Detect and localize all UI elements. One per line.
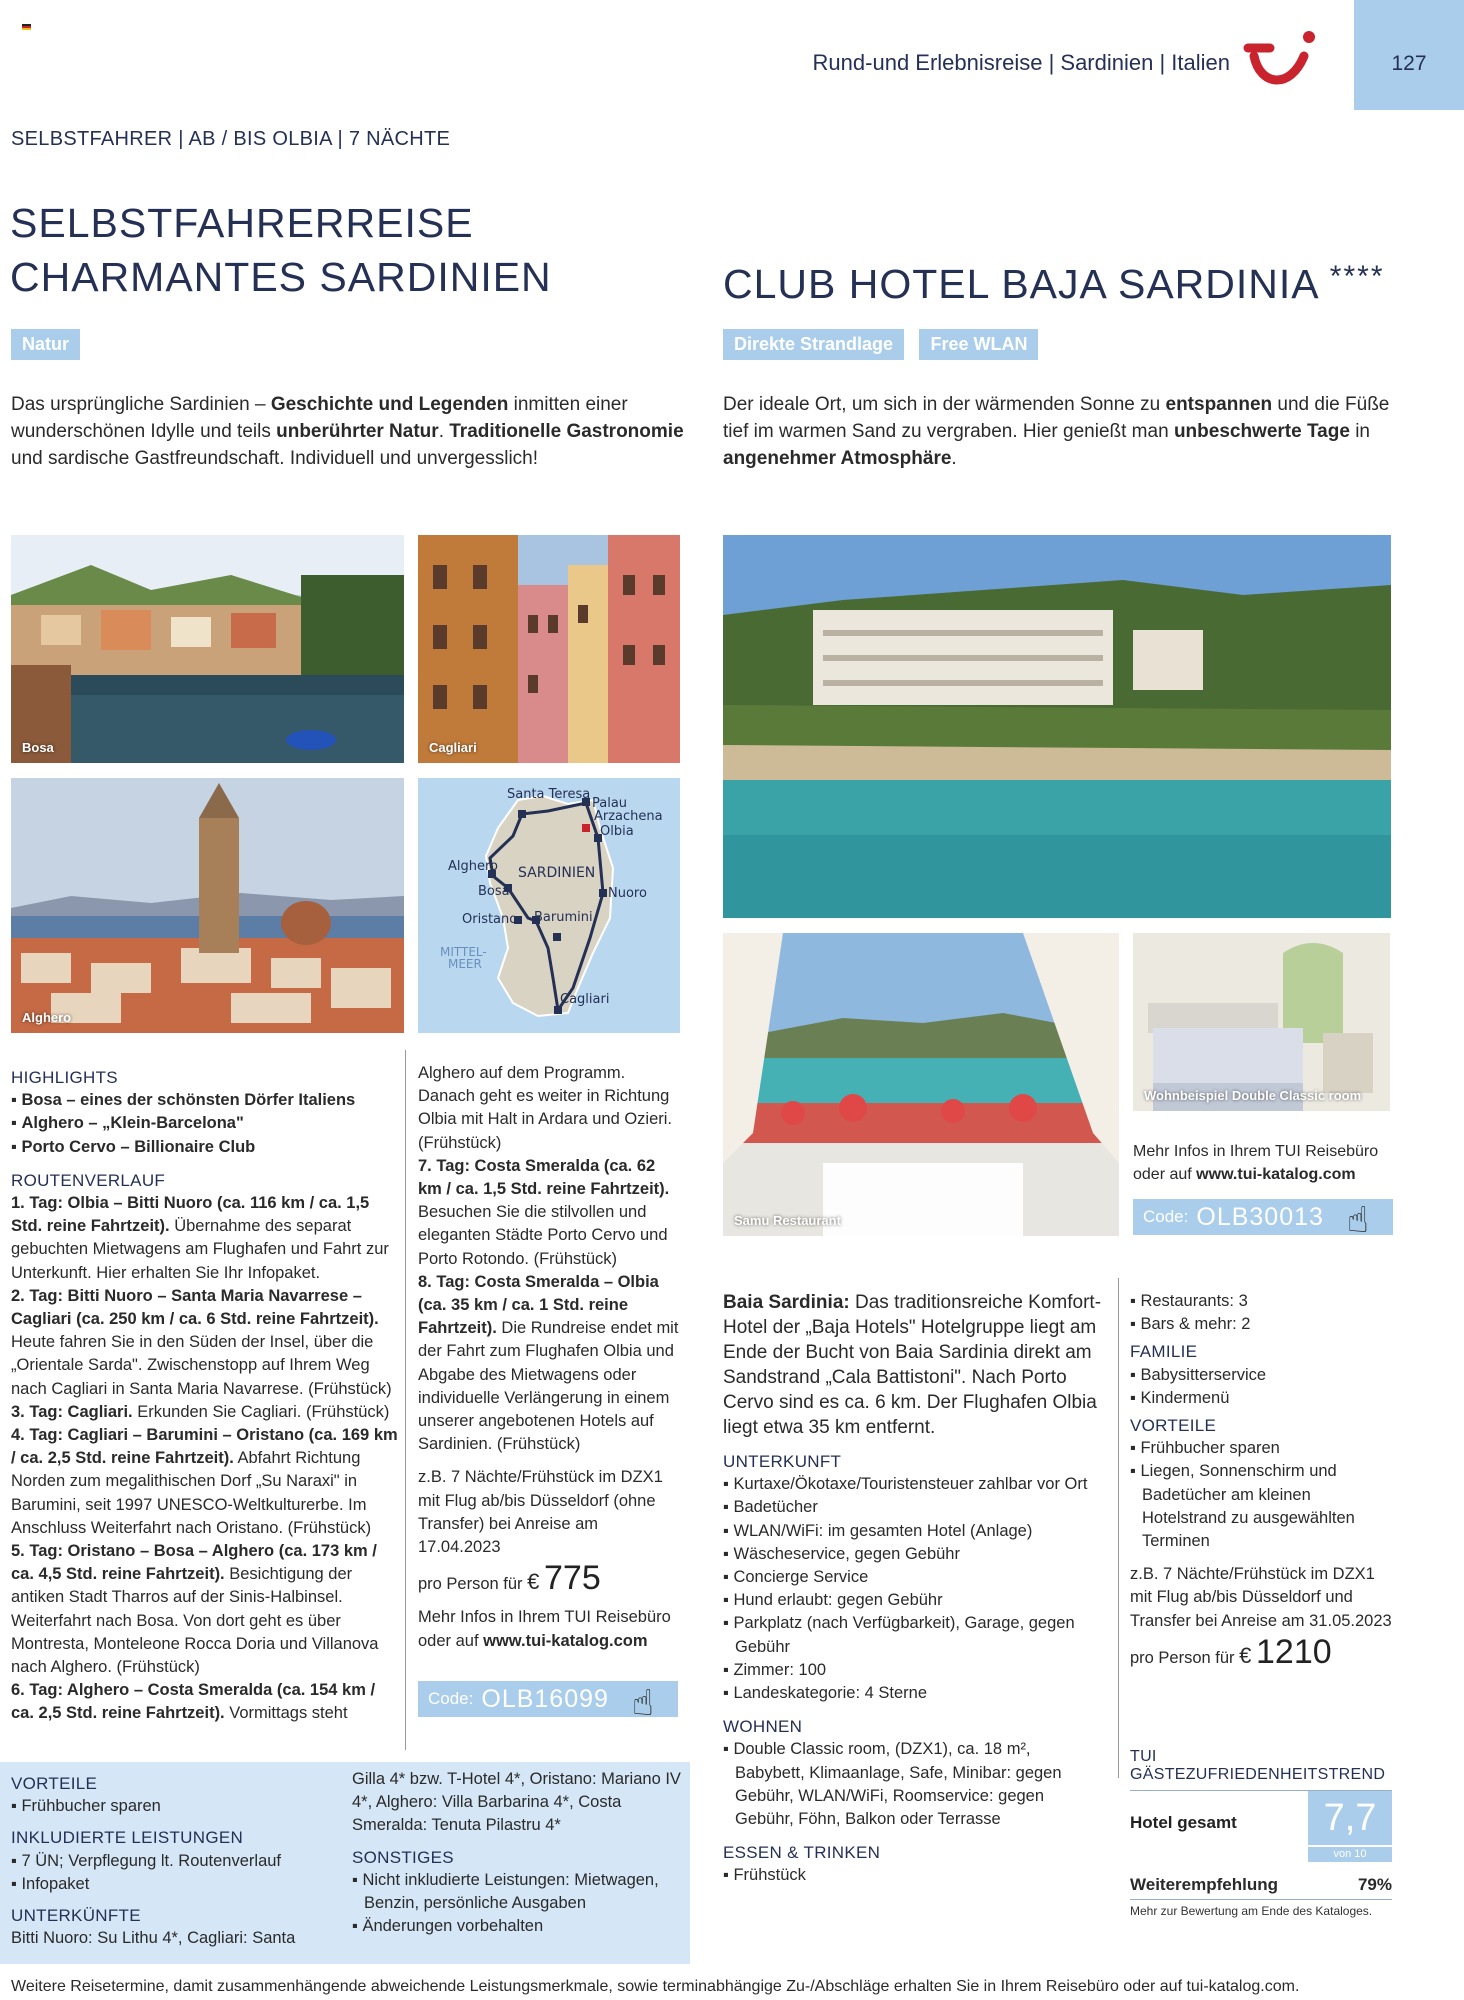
unterkunft-item: ▪ Concierge Service [723,1568,869,1587]
hotel-title [723,250,1385,311]
hotel-column-1 [723,1290,1103,1888]
gastro-item: ▪ Bars & mehr: 2 [1130,1315,1251,1334]
satisfaction-trend [1130,1748,1392,1918]
familie-title: FAMILIE [1130,1342,1198,1362]
photo-label-restaurant: Samu Restaurant [734,1213,841,1228]
trip-code-button[interactable]: Code: OLB16099 [418,1681,678,1717]
hotel-intro: Der ideale Ort, um sich in der wärmenden Sonne zu entspannen und die Füße tief im warmen Sand zu vergraben. Hier genießt man unbeschwerte Tage in angenehmer Atmosphäre. [723,394,1390,469]
trip-sonstiges-item: ▪ Nicht inkludierte Leistungen: Mietwagen, Benzin, persönliche Ausgaben [352,1870,659,1913]
hotel-more-info-link[interactable]: www.tui-katalog.com [1196,1166,1356,1184]
map-label-nuoro: Nuoro [608,886,647,901]
map-label-cagliari: Cagliari [560,992,610,1007]
trip-unterkuenfte-title: UNTERKÜNFTE [11,1906,141,1926]
unterkunft-item: ▪ Hund erlaubt: gegen Gebühr [723,1591,943,1610]
page-footer: Weitere Reisetermine, damit zusammenhängende abweichende Leistungsmerkmale, sowie terminabhängige Zu-/Abschläge erhalten Sie in Ihrem Reisebüro oder auf tui-katalog.com. [11,1978,1300,1995]
map-label-santa-teresa: Santa Teresa [507,787,591,802]
essen-item: ▪ Frühstück [723,1866,806,1885]
essen-title: ESSEN & TRINKEN [723,1843,881,1863]
route-day: 6. Tag: Alghero – Costa Smeralda (ca. 154 km / ca. 2,5 Std. reine Fahrtzeit). Vormittags steht [11,1681,376,1723]
trend-score-row [1130,1791,1392,1863]
photo-room [1133,933,1390,1111]
sardinia-map [418,778,680,1033]
unterkunft-item: ▪ Wäscheservice, gegen Gebühr [723,1544,960,1563]
familie-item: ▪ Babysitterservice [1130,1365,1267,1384]
photo-label-cagliari: Cagliari [429,740,477,755]
wohnen-item: ▪ Double Classic room, (DZX1), ca. 18 m², Babybett, Klimaanlage, Safe, Minibar: gegen Gebühr, WLAN/WiFi, Roomservice: gegen Gebühr, Föhn, Balkon oder Terrasse [723,1740,1062,1829]
trip-sonstiges-item: ▪ Änderungen vorbehalten [352,1917,544,1936]
trip-info-box-col1 [11,1768,341,1950]
hand-pointer-icon: ☝ [1347,1200,1369,1241]
hotel-price-value: 1210 [1256,1632,1332,1671]
trend-note: Mehr zur Bewertung am Ende des Kataloges. [1130,1904,1373,1918]
trip-intro: Das ursprüngliche Sardinien – Geschichte und Legenden inmitten einer wunderschönen Idylle und teils unberührter Natur. Traditionelle Gastronomie und sardische Gastfreundschaft. Individuell und unvergesslich! [11,394,684,469]
hotel-code-button[interactable]: Code: OLB30013 [1133,1199,1393,1235]
unterkunft-item: ▪ Parkplatz (nach Verfügbarkeit), Garage, gegen Gebühr [723,1614,1075,1656]
hotel-vorteile-title: VORTEILE [1130,1416,1217,1436]
unterkunft-item: ▪ Landeskategorie: 4 Sterne [723,1684,927,1703]
hotel-vorteil-item: ▪ Liegen, Sonnenschirm und Badetücher am kleinen Hotelstrand zu ausgewählten Terminen [1130,1462,1355,1551]
trip-price: pro Person für € 775 [418,1559,601,1598]
hotel-name: CLUB HOTEL BAJA SARDINIA [723,261,1318,307]
tag-natur: Natur [11,329,80,360]
trip-title [10,196,552,304]
trip-info-box [0,1762,690,1964]
header-title: Rund-und Erlebnisreise | Sardinien | Italien [812,50,1230,75]
route-day: 4. Tag: Cagliari – Barumini – Oristano (ca. 169 km / ca. 2,5 Std. reine Fahrtzeit). Abfahrt Richtung Norden zum megalithischen Dorf „Su Naraxi" in Barumini, seit 1997 UNESCO-Weltkulturerbe. Im Anschluss Weiterfahrt nach Oristano. (Frühstück) [11,1426,398,1537]
trip-title-line1: SELBSTFAHRERREISE [10,200,474,246]
trip-vorteil-item: ▪ Frühbucher sparen [11,1797,161,1816]
photo-hotel-main [723,535,1391,918]
trip-leistung-item: ▪ Infopaket [11,1874,90,1893]
trip-column-2 [418,1062,683,1653]
trend-title: TUI GÄSTEZUFRIEDENHEITSTREND [1130,1748,1392,1791]
language-flag-icon [22,24,31,30]
hotel-vorteil-item: ▪ Frühbucher sparen [1130,1439,1280,1458]
trend-hotel-gesamt: Hotel gesamt [1130,1813,1237,1832]
photo-cagliari [418,535,680,763]
hotel-column-2 [1130,1290,1392,1670]
hotel-more-info: Mehr Infos in Ihrem TUI Reisebüro oder auf www.tui-katalog.com [1133,1143,1379,1184]
trend-empfehlung: Weiterempfehlung 79% [1130,1875,1392,1900]
map-label-palau: Palau [592,796,628,811]
trip-title-line2: CHARMANTES SARDINIEN [10,254,552,300]
map-label-alghero: Alghero [448,859,499,874]
photo-label-room: Wohnbeispiel Double Classic room [1144,1088,1362,1103]
hotel-example: z.B. 7 Nächte/Frühstück im DZX1 mit Flug ab/bis Düsseldorf und Transfer bei Anreise am 31.05.2023 [1130,1565,1392,1630]
column-divider [405,1050,406,1750]
route-day: 7. Tag: Costa Smeralda (ca. 62 km / ca. 1,5 Std. reine Fahrtzeit). Besuchen Sie die stilvollen und eleganten Städte Porto Cervo und Porto Rotondo. (Frühstück) [418,1156,670,1268]
trip-unterkuenfte-cont: Gilla 4* bzw. T-Hotel 4*, Oristano: Mariano IV 4*, Alghero: Villa Barbarina 4*, Costa Smeralda: Tenuta Pilastru 4* [352,1770,681,1835]
unterkunft-item: ▪ Kurtaxe/Ökotaxe/Touristensteuer zahlbar vor Ort [723,1475,1088,1494]
photo-alghero [11,778,404,1033]
tag-strandlage: Direkte Strandlage [723,329,904,360]
map-label-oristano: Oristano [462,912,518,927]
gastro-item: ▪ Restaurants: 3 [1130,1292,1248,1310]
photo-restaurant [723,933,1119,1236]
trend-empfehlung-value: 79% [1357,1875,1392,1894]
hotel-tags [723,329,1038,360]
page-number: 127 [1354,0,1464,110]
route-day: Alghero auf dem Programm. Danach geht es weiter in Richtung Olbia mit Halt in Ardara und Ozieri. (Frühstück) [418,1064,673,1152]
route-day: 8. Tag: Costa Smeralda – Olbia (ca. 35 km / ca. 1 Std. reine Fahrtzeit). Die Rundreise endet mit der Fahrt zum Flughafen Olbia und Abgabe des Mietwagens oder individuelle Verlängerung in einem unserer angebotenen Hotels auf Sardinien. (Frühstück) [418,1272,679,1454]
highlight-item: ▪ Alghero – „Klein-Barcelona" [11,1114,244,1133]
hotel-code-value: OLB30013 [1196,1202,1324,1231]
route-day: 5. Tag: Oristano – Bosa – Alghero (ca. 173 km / ca. 4,5 Std. reine Fahrtzeit). Besichtigung der antiken Stadt Tharros auf der Sinis-Halbinsel. Weiterfahrt nach Bosa. Von dort geht es über Montresta, Monteleone Rocca Doria und Villanova nach Alghero. (Frühstück) [11,1542,379,1677]
route-day: 3. Tag: Cagliari. Erkunden Sie Cagliari. (Frühstück) [11,1402,390,1421]
trip-leistung-item: ▪ 7 ÜN; Verpflegung lt. Routenverlauf [11,1851,282,1870]
trip-example: z.B. 7 Nächte/Frühstück im DZX1 mit Flug ab/bis Düsseldorf (ohne Transfer) bei Anreise am 17.04.2023 [418,1468,663,1557]
trip-sonstiges-title: SONSTIGES [352,1847,454,1867]
trip-more-info-link[interactable]: www.tui-katalog.com [483,1631,648,1650]
map-label-bosa: Bosa [478,884,510,899]
trip-code-value: OLB16099 [481,1684,609,1713]
map-label-sardinien: SARDINIEN [518,865,596,881]
tui-smile-logo [1240,28,1320,92]
column-divider [1118,1278,1119,1778]
hotel-price: pro Person für € 1210 [1130,1632,1332,1671]
highlight-item: ▪ Porto Cervo – Billionaire Club [11,1137,256,1156]
trip-column-1 [11,1062,401,1726]
route-title: ROUTENVERLAUF [11,1170,166,1190]
trip-more-info: Mehr Infos in Ihrem TUI Reisebüro oder auf www.tui-katalog.com [418,1608,671,1650]
trip-leistungen-title: INKLUDIERTE LEISTUNGEN [11,1828,244,1848]
trip-info-box-col2 [352,1768,682,1938]
trend-score-of: von 10 [1308,1847,1392,1862]
unterkunft-title: UNTERKUNFT [723,1452,842,1471]
trip-vorteile-title: VORTEILE [11,1774,98,1793]
familie-item: ▪ Kindermenü [1130,1388,1230,1407]
unterkunft-item: ▪ WLAN/WiFi: im gesamten Hotel (Anlage) [723,1521,1033,1540]
trip-unterkuenfte-text: Bitti Nuoro: Su Lithu 4*, Cagliari: Santa [11,1929,296,1948]
wohnen-title: WOHNEN [723,1717,803,1737]
trip-kicker: SELBSTFAHRER | AB / BIS OLBIA | 7 NÄCHTE [11,128,451,150]
hotel-stars: **** [1329,260,1385,293]
highlight-item: ▪ Bosa – eines der schönsten Dörfer Italiens [11,1091,356,1110]
route-day: 2. Tag: Bitti Nuoro – Santa Maria Navarrese – Cagliari (ca. 250 km / ca. 6 Std. reine Fahrtzeit). Heute fahren Sie in den Süden der Insel, über die „Orientale Sarda". Zwischenstopp auf Ihrem Weg nach Cagliari in Santa Maria Navarrese. (Frühstück) [11,1286,392,1398]
hotel-description: Baia Sardinia: Das traditionsreiche Komfort-Hotel der „Baja Hotels" Hotelgruppe liegt am Ende der Bucht von Baia Sardinia direkt am Sandstrand „Cala Battistoni". Nach Porto Cervo sind es ca. 6 km. Der Flughafen Olbia liegt etwa 35 km entfernt. [723,1292,1102,1438]
photo-label-alghero: Alghero [22,1010,72,1025]
map-label-mittelmeer: MITTEL- MEER [440,945,487,971]
unterkunft-item: ▪ Badetücher [723,1498,818,1517]
trip-tags [11,329,80,360]
tag-wlan: Free WLAN [919,329,1038,360]
trend-score: 7,7 [1308,1791,1392,1845]
trip-price-value: 775 [544,1559,601,1598]
map-label-arzachena: Arzachena [594,809,663,824]
photo-label-bosa: Bosa [22,740,54,755]
photo-bosa [11,535,404,763]
map-label-barumini: Barumini [534,910,593,925]
hand-pointer-icon: ☝ [632,1683,654,1724]
route-day: 1. Tag: Olbia – Bitti Nuoro (ca. 116 km / ca. 1,5 Std. reine Fahrtzeit). Übernahme des separat gebuchten Mietwagens am Flughafen und Fahrt zur Unterkunft. Hier erhalten Sie Ihr Infopaket. [11,1194,389,1282]
map-label-olbia: Olbia [600,824,634,839]
unterkunft-item: ▪ Zimmer: 100 [723,1660,827,1679]
highlights-title: HIGHLIGHTS [11,1068,118,1087]
